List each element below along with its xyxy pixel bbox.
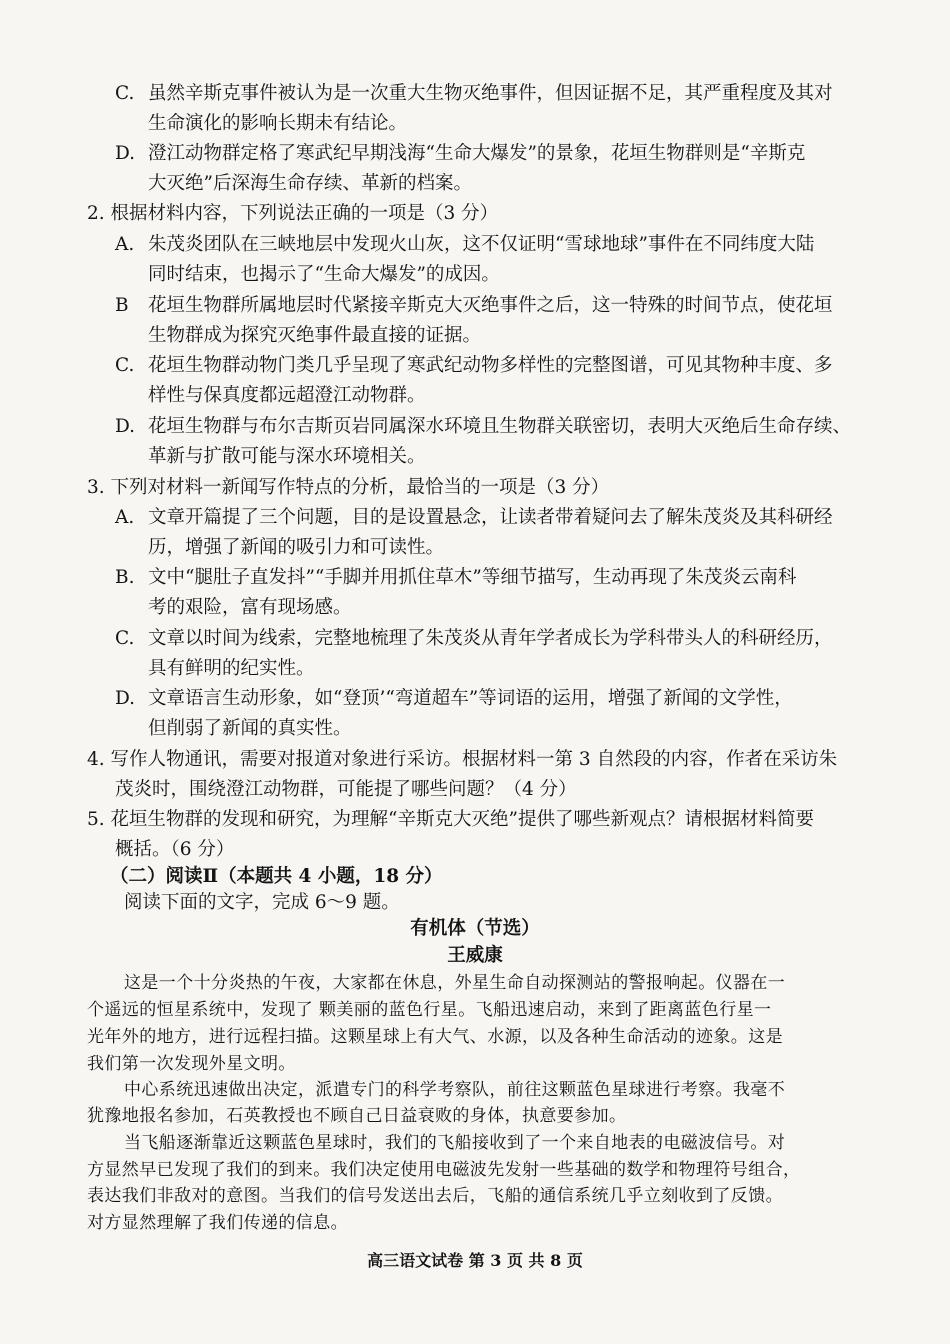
q4-stem: 4. 写作人物通讯，需要对报道对象进行采访。根据材料一第 3 自然段的内容，作者在采访朱 [87, 749, 838, 770]
passage-line: 我们第一次发现外星文明。 [87, 1054, 296, 1074]
passage-author: 王威康 [447, 945, 503, 966]
q2-option-d-text-cont: 革新与扩散可能与深水环境相关。 [148, 446, 426, 467]
q1-option-c-text-cont: 生命演化的影响长期未有结论。 [148, 113, 408, 134]
passage-line: 当飞船逐渐靠近这颗蓝色星球时，我们的飞船接收到了一个来自地表的电磁波信号。对 [124, 1133, 786, 1153]
q2-option-a-text: 朱茂炎团队在三峡地层中发现火山灰，这不仅证明“雪球地球”事件在不同纬度大陆 [148, 234, 815, 255]
q2-option-a-label: A. [115, 234, 135, 255]
section-instruction: 阅读下面的文字，完成 6～9 题。 [124, 892, 400, 913]
q3-option-b-text: 文中“腿肚子直发抖”“手脚并用抓住草木”等细节描写，生动再现了朱茂炎云南科 [148, 567, 797, 588]
q2-option-b-text-cont: 生物群成为探究灭绝事件最直接的证据。 [148, 325, 482, 346]
q3-option-b-text-cont: 考的艰险，富有现场感。 [148, 597, 352, 618]
q1-option-c-text: 虽然辛斯克事件被认为是一次重大生物灭绝事件，但因证据不足，其严重程度及其对 [148, 83, 833, 104]
passage-line: 光年外的地方，进行远程扫描。这颗星球上有大气、水源，以及各种生命活动的迹象。这是 [87, 1027, 783, 1047]
passage-line: 表达我们非敌对的意图。当我们的信号发送出去后，飞船的通信系统几乎立刻收到了反馈。 [87, 1186, 783, 1206]
q2-option-b-text: 花垣生物群所属地层时代紧接辛斯克大灭绝事件之后，这一特殊的时间节点，使花垣 [148, 295, 833, 316]
q2-option-b-label: B [115, 295, 129, 316]
q1-option-d-label: D. [115, 143, 136, 164]
q2-stem: 2. 根据材料内容，下列说法正确的一项是（3 分） [87, 203, 499, 224]
q3-option-c-text: 文章以时间为线索，完整地梳理了朱茂炎从青年学者成长为学科带头人的科研经历， [148, 628, 833, 649]
q5-stem-cont: 概括。（6 分） [115, 839, 235, 860]
q2-option-c-label: C. [115, 355, 135, 376]
q3-option-a-label: A. [115, 507, 135, 528]
passage-line: 方显然早已发现了我们的到来。我们决定使用电磁波先发射一些基础的数学和物理符号组合， [87, 1160, 801, 1180]
passage-line: 个遥远的恒星系统中，发现了 颗美丽的蓝色行星。飞船迅速启动，来到了距离蓝色行星一 [87, 1000, 772, 1020]
section-heading: （二）阅读Ⅱ（本题共 4 小题，18 分） [110, 866, 443, 887]
q1-option-d-text-cont: 大灭绝”后深海生命存续、革新的档案。 [148, 173, 472, 194]
passage-line: 犹豫地报名参加，石英教授也不顾自己日益衰败的身体，执意要参加。 [87, 1106, 627, 1126]
q2-option-a-text-cont: 同时结束，也揭示了“生命大爆发”的成因。 [148, 264, 500, 285]
passage-title: 有机体（节选） [410, 918, 540, 939]
q2-option-d-text: 花垣生物群与布尔吉斯页岩同属深水环境且生物群关联密切，表明大灭绝后生命存续、 [148, 416, 852, 437]
q3-option-c-text-cont: 具有鲜明的纪实性。 [148, 658, 315, 679]
q5-stem: 5. 花垣生物群的发现和研究，为理解“辛斯克大灭绝”提供了哪些新观点？请根据材料简要 [87, 809, 814, 830]
q2-option-c-text: 花垣生物群动物门类几乎呈现了寒武纪动物多样性的完整图谱，可见其物种丰度、多 [148, 355, 833, 376]
page-footer: 高三语文试卷 第 3 页 共 8 页 [367, 1251, 583, 1270]
q3-option-d-label: D. [115, 688, 136, 709]
passage-line: 中心系统迅速做出决定，派遣专门的科学考察队，前往这颗蓝色星球进行考察。我毫不 [124, 1080, 786, 1100]
q3-option-a-text-cont: 历，增强了新闻的吸引力和可读性。 [148, 537, 445, 558]
q3-option-b-label: B. [115, 567, 135, 588]
q1-option-c-label: C. [115, 83, 135, 104]
q3-option-a-text: 文章开篇提了三个问题，目的是设置悬念，让读者带着疑问去了解朱茂炎及其科研经 [148, 507, 833, 528]
passage-line: 这是一个十分炎热的午夜，大家都在休息，外星生命自动探测站的警报响起。仪器在一 [124, 973, 786, 993]
q2-option-d-label: D. [115, 416, 136, 437]
q3-stem: 3. 下列对材料一新闻写作特点的分析，最恰当的一项是（3 分） [87, 477, 610, 498]
q1-option-d-text: 澄江动物群定格了寒武纪早期浅海“生命大爆发”的景象，花垣生物群则是“辛斯克 [148, 143, 806, 164]
q3-option-d-text: 文章语言生动形象，如“登顶’“弯道超车”等词语的运用，增强了新闻的文学性， [148, 688, 793, 709]
q4-stem-cont: 茂炎时，围绕澄江动物群，可能提了哪些问题？（4 分） [115, 779, 577, 800]
q3-option-d-text-cont: 但削弱了新闻的真实性。 [148, 718, 352, 739]
passage-line: 对方显然理解了我们传递的信息。 [87, 1213, 348, 1233]
q3-option-c-label: C. [115, 628, 135, 649]
q2-option-c-text-cont: 样性与保真度都远超澄江动物群。 [148, 385, 426, 406]
